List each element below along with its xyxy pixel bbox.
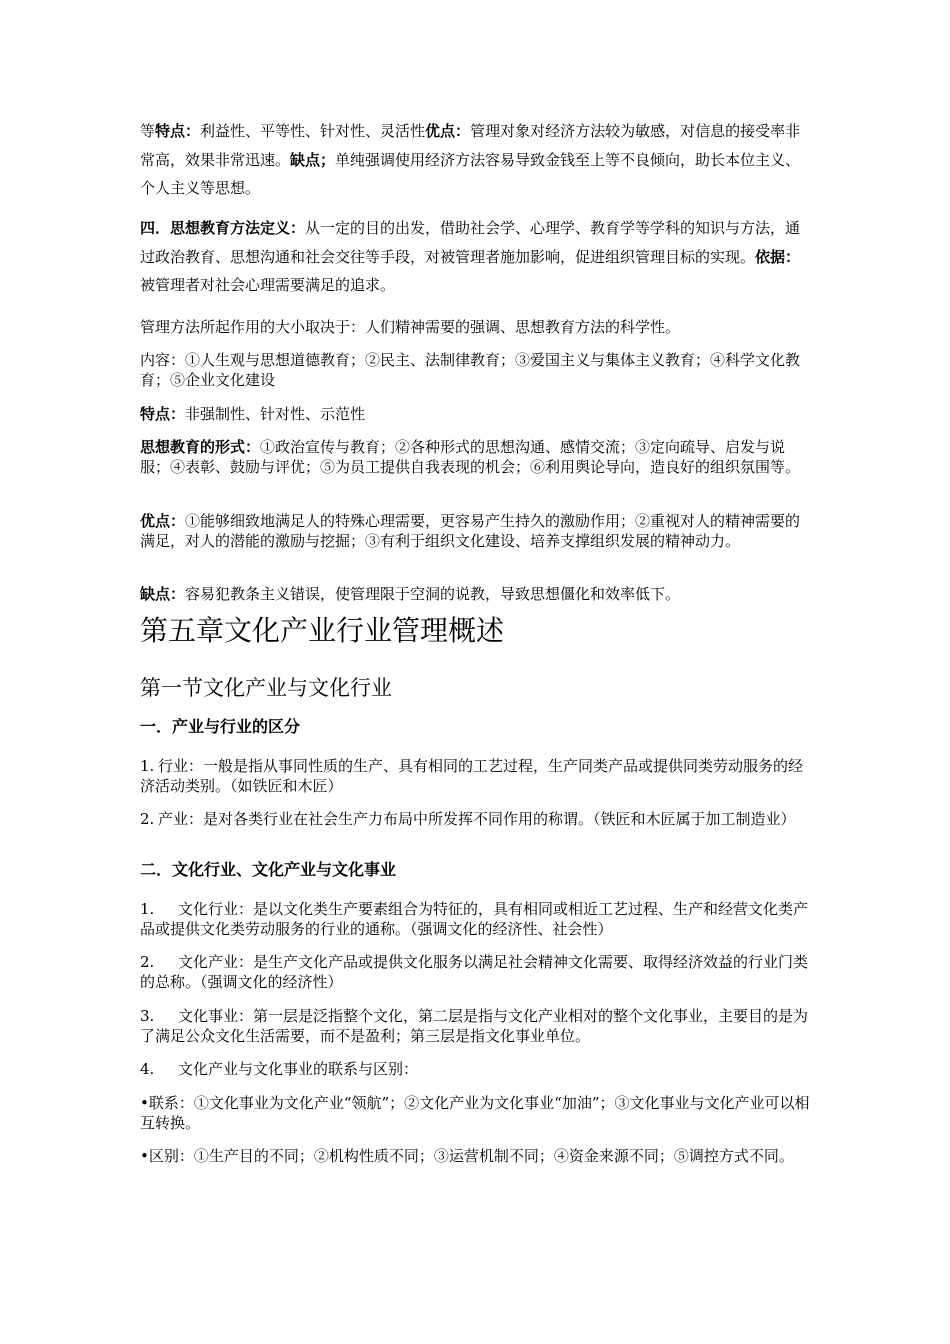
list-item [140,899,812,939]
list-item [140,809,812,829]
advantages-text: ①能够细致地满足人的特殊心理需要，更容易产生持久的激励作用；②重视对人的精神需要的满足，对人的潜能的激励与挖掘；③有利于组织文化建设、培养支撑组织发展的精神动力。 [140,512,801,550]
content-paragraph: 内容：①人生观与思想道德教育；②民主、法制律教育；③爱国主义与集体主义教育；④科学文化教育；⑤企业文化建设 [140,351,801,389]
list-number: 3. [140,1007,155,1025]
forms-paragraph [140,437,812,477]
features-label: 特点： [140,405,186,423]
list-text: 文化行业：是以文化类生产要素组合为特征的，具有相同或相近工艺过程、生产和经营文化类产品或提供文化类劳动服务的行业的通称。（强调文化的经济性、社会性） [140,900,809,938]
disadvantages-label: 缺点： [140,585,186,603]
subsection-title-1: 一．产业与行业的区分 [140,717,301,736]
list-text: 文化产业：是生产文化产品或提供文化服务以满足社会精神文化需要、取得经济效益的行业门类的总称。（强调文化的经济性） [140,953,809,991]
list-text: 产业：是对各类行业在社会生产力布局中所发挥不同作用的称谓。（铁匠和木匠属于加工制造业） [158,810,796,828]
forms-label: 思想教育的形式： [140,438,261,456]
list-text: 行业：一般是指从事同性质的生产、具有相同的工艺过程，生产同类产品或提供同类劳动服务的经济活动类别。（如铁匠和木匠） [140,757,804,795]
disadvantages-label: 缺点； [290,150,336,169]
list-item [140,1006,812,1046]
features-text: 利益性、平等性、针对性、灵活性 [200,122,426,140]
disadvantages-text: 单纯强调使用经济方法容易导致金钱至上等不良倾向，助长本位主义、个人主义等思想。 [140,150,801,197]
list-number: 1. [140,757,155,775]
advantages-text: 管理对象对经济方法较为敏感，对信息的接受率非常高，效果非常迅速。 [140,122,801,169]
advantages-label: 优点： [425,122,471,140]
advantages-label: 优点： [140,512,186,530]
basis-text: 被管理者对社会心理需要满足的追求。 [140,276,396,294]
list-item [140,756,812,796]
features-text: 非强制性、针对性、示范性 [185,405,366,423]
basis-label: 依据： [755,247,801,266]
disadvantages-text: 容易犯教条主义错误，使管理限于空洞的说教，导致思想僵化和效率低下。 [185,585,681,603]
chapter-title: 第五章文化产业行业管理概述 [140,614,505,647]
forms-text: ①政治宣传与教育；②各种形式的思想沟通、感情交流；③定向疏导、启发与说服；④表彰、鼓励与评优；⑤为员工提供自我表现的机会；⑥利用舆论导向，造良好的组织氛围等。 [140,438,801,476]
bullet-item-difference: •区别：①生产目的不同；②机构性质不同；③运营机制不同；④资金来源不同；⑤调控方式不同。 [140,1147,794,1165]
definition-label: 四．思想教育方法定义： [140,219,306,237]
list-number: 4. [140,1060,155,1078]
features-paragraph [140,404,812,424]
list-item [140,952,812,992]
list-item [140,1059,812,1079]
list-text: 文化事业：第一层是泛指整个文化，第二层是指与文化产业相对的整个文化事业，主要目的是为了满足公众文化生活需要，而不是盈利；第三层是指文化事业单位。 [140,1007,809,1045]
features-label: 特点： [155,122,201,140]
list-text: 文化产业与文化事业的联系与区别： [178,1060,419,1078]
disadvantages-paragraph [140,584,812,604]
ideological-education-definition [140,214,812,300]
list-number: 1. [140,900,155,918]
advantages-paragraph [140,511,812,551]
section-title: 第一节文化产业与文化行业 [140,676,392,700]
subsection-title-2: 二．文化行业、文化产业与文化事业 [140,860,397,879]
definition-text: 从一定的目的出发，借助社会学、心理学、教育学等学科的知识与方法，通过政治教育、思想沟通和社会交往等手段，对被管理者施加影响，促进组织管理目标的实现。 [140,219,801,266]
list-number: 2. [140,953,155,971]
lead-text: 等 [140,122,156,140]
bullet-item-relation: •联系：①文化事业为文化产业“领航”；②文化产业为文化事业“加油”；③文化事业与文化产业可以相互转换。 [140,1094,810,1132]
list-number: 2. [140,810,155,828]
effect-paragraph: 管理方法所起作用的大小取决于：人们精神需要的强调、思想教育方法的科学性。 [140,318,681,336]
economic-method-paragraph [140,117,812,203]
